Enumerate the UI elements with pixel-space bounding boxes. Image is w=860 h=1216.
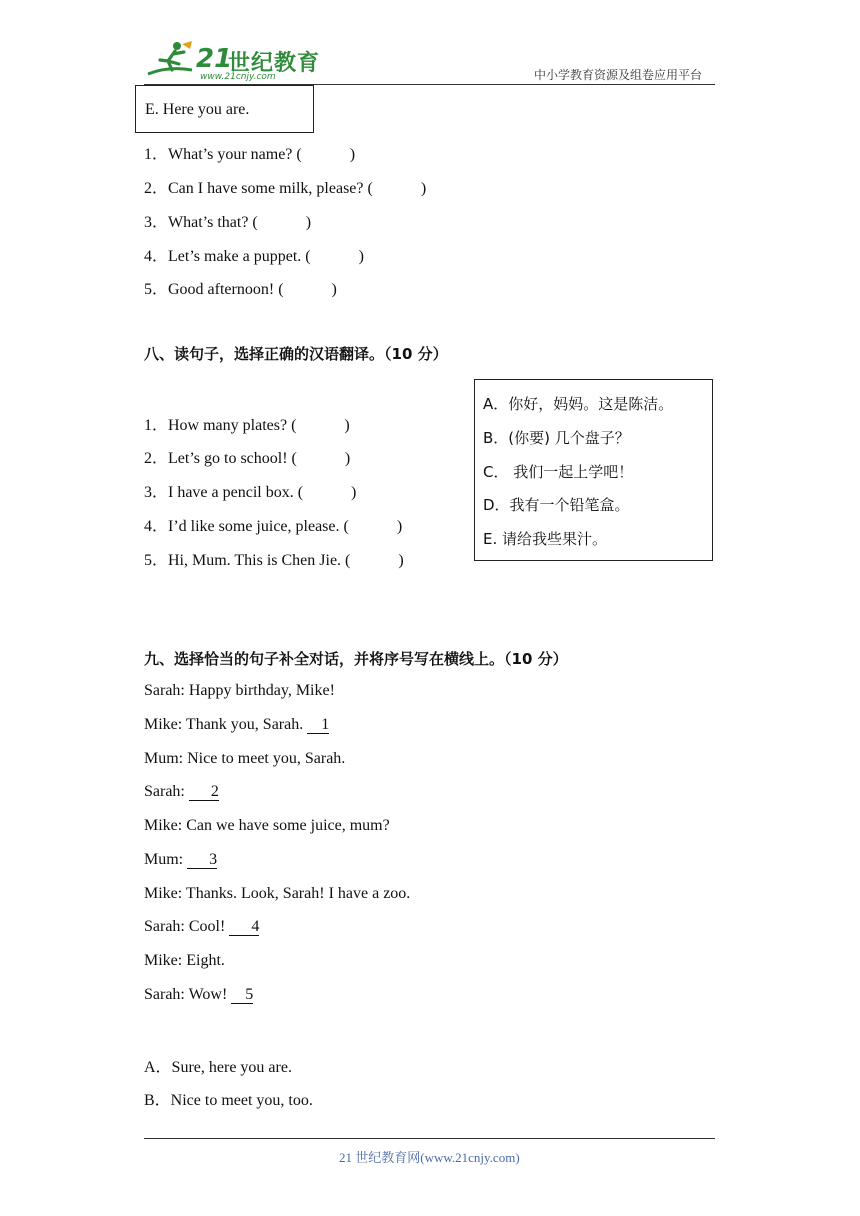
option-b: B．(你要) 几个盘子？ <box>483 429 630 447</box>
answer-blank-3[interactable]: 3 <box>187 851 217 869</box>
dialogue-line: Mike: Thank you, Sarah. 1 <box>144 716 330 733</box>
dialogue-line: Mike: Eight. <box>144 952 225 969</box>
option-a: A．你好，妈妈。这是陈洁。 <box>483 395 674 413</box>
logo <box>146 40 321 82</box>
question-2: 2．Can I have some milk, please? ( ) <box>144 180 427 197</box>
dialogue-line: Sarah: Happy birthday, Mike! <box>144 682 335 699</box>
dialogue-line: Sarah: Wow! 5 <box>144 986 254 1003</box>
option-d: D．我有一个铅笔盒。 <box>483 496 630 514</box>
answer-blank-1[interactable]: 1 <box>307 716 329 734</box>
answer-blank-2[interactable]: 2 <box>189 783 219 801</box>
question-1: 1．What’s your name? ( ) <box>144 146 356 163</box>
answer-blank-4[interactable]: 4 <box>229 918 259 936</box>
question-5: 5．Good afternoon! ( ) <box>144 281 337 298</box>
question-4: 4．Let’s make a puppet. ( ) <box>144 248 364 265</box>
question-3: 3．I have a pencil box. ( ) <box>144 484 357 501</box>
option-e: E. Here you are. <box>145 101 250 118</box>
option-e: E. 请给我些果汁。 <box>483 530 608 548</box>
logo-url: www.21cnjy.com <box>200 72 276 82</box>
question-2: 2．Let’s go to school! ( ) <box>144 450 351 467</box>
header-platform-text: 中小学教育资源及组卷应用平台 <box>534 68 703 82</box>
footer-divider <box>144 1138 715 1139</box>
dialogue-line: Sarah: Cool! 4 <box>144 918 260 935</box>
dialogue-line: Sarah: 2 <box>144 783 219 800</box>
logo-number: 21 <box>196 44 233 74</box>
question-4: 4．I’d like some juice, please. ( ) <box>144 518 403 535</box>
runner-logo-icon <box>146 40 196 80</box>
question-1: 1．How many plates? ( ) <box>144 417 350 434</box>
section9-option-a: A．Sure, here you are. <box>144 1059 292 1076</box>
dialogue-line: Mum: 3 <box>144 851 218 868</box>
section9-option-b: B．Nice to meet you, too. <box>144 1092 313 1109</box>
dialogue-line: Mike: Can we have some juice, mum? <box>144 817 390 834</box>
answer-blank-5[interactable]: 5 <box>231 986 253 1004</box>
dialogue-line: Mike: Thanks. Look, Sarah! I have a zoo. <box>144 885 411 902</box>
section9-title: 九、选择恰当的句子补全对话，并将序号写在横线上。（10 分） <box>144 650 568 668</box>
dialogue-line: Mum: Nice to meet you, Sarah. <box>144 750 346 767</box>
option-c: C． 我们一起上学吧！ <box>483 463 634 481</box>
logo-text: 世纪教育 <box>228 51 321 76</box>
section8-title: 八、读句子，选择正确的汉语翻译。（10 分） <box>144 345 448 363</box>
footer-text: 21 世纪教育网(www.21cnjy.com) <box>339 1150 520 1165</box>
question-3: 3．What’s that? ( ) <box>144 214 312 231</box>
question-5: 5．Hi, Mum. This is Chen Jie. ( ) <box>144 552 404 569</box>
